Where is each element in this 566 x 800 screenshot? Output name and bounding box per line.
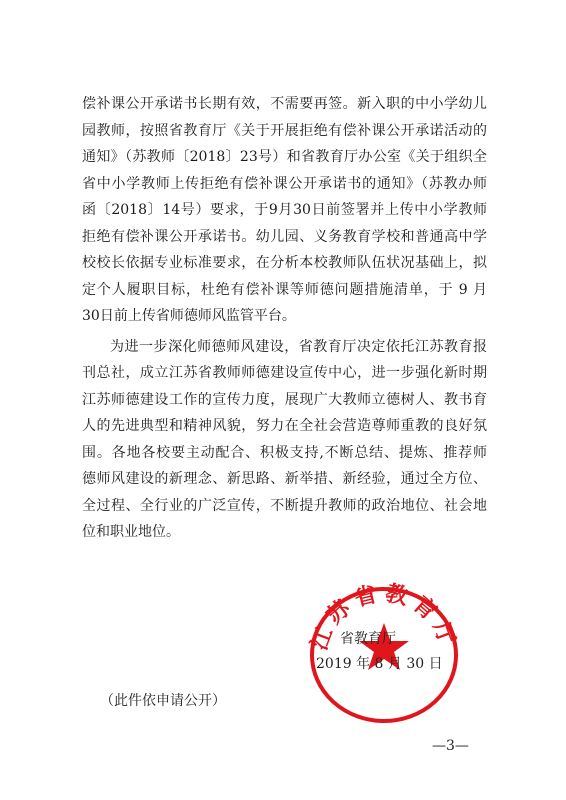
text-line: 位和职业地位。 (82, 524, 180, 540)
text-line: 全过程、全行业的广泛宣传，不断提升教师的政治地位、社会地 (82, 497, 487, 514)
text-line: 园教师，按照省教育厅《关于开展拒绝有偿补课公开承诺活动的 (82, 122, 487, 139)
text-line: 为进一步深化师德师风建设，省教育厅决定依托江苏教育报 (110, 338, 487, 355)
text-line: 人的先进典型和精神风貌，努力在全社会营造尊师重教的良好氛 (82, 418, 487, 434)
signature-org: 省教育厅 (340, 631, 396, 647)
text-line: 围。各地各校要主动配合、积极支持,不断总结、提炼、推荐师 (82, 444, 487, 461)
text-line: 校校长依据专业标准要求，在分析本校教师队伍状况基础上，拟 (82, 255, 487, 271)
official-seal (304, 577, 464, 727)
text-line: 函〔2018〕14号）要求，于9月30日前签署并上传中小学教师 (82, 202, 487, 218)
paragraph-2 (82, 334, 487, 546)
text-line: 定个人履职目标，杜绝有偿补课等师德问题措施清单，于 9 月 (82, 281, 487, 298)
text-line: 通知》（苏教师〔2018〕23号）和省教育厅办公室《关于组织全 (82, 149, 487, 165)
text-line: 江苏师德建设工作的宣传力度，展现广大教师立德树人、教书育 (82, 391, 487, 408)
paragraph-1 (82, 91, 487, 330)
signature-date: 2019 年 8 月 30 日 (316, 656, 443, 672)
text-line: 30日前上传省师德师风监管平台。 (82, 308, 296, 324)
disclosure-note: （此件依申请公开） (100, 693, 226, 709)
text-line: 省中小学教师上传拒绝有偿补课公开承诺书的通知》（苏教办师 (82, 175, 487, 192)
page-number: —3— (432, 738, 469, 754)
body-text (82, 91, 487, 546)
text-line: 刊总社，成立江苏省教师师德建设宣传中心，进一步强化新时期 (82, 365, 487, 381)
text-line: 德师风建设的新理念、新思路、新举措、新经验，通过全方位、 (82, 471, 487, 487)
text-line: 拒绝有偿补课公开承诺书。幼儿园、义务教育学校和普通高中学 (82, 228, 487, 245)
text-line: 偿补课公开承诺书长期有效，不需要再签。新入职的中小学幼儿 (82, 96, 487, 112)
seal-text: 江苏省教育厅 (306, 579, 462, 654)
